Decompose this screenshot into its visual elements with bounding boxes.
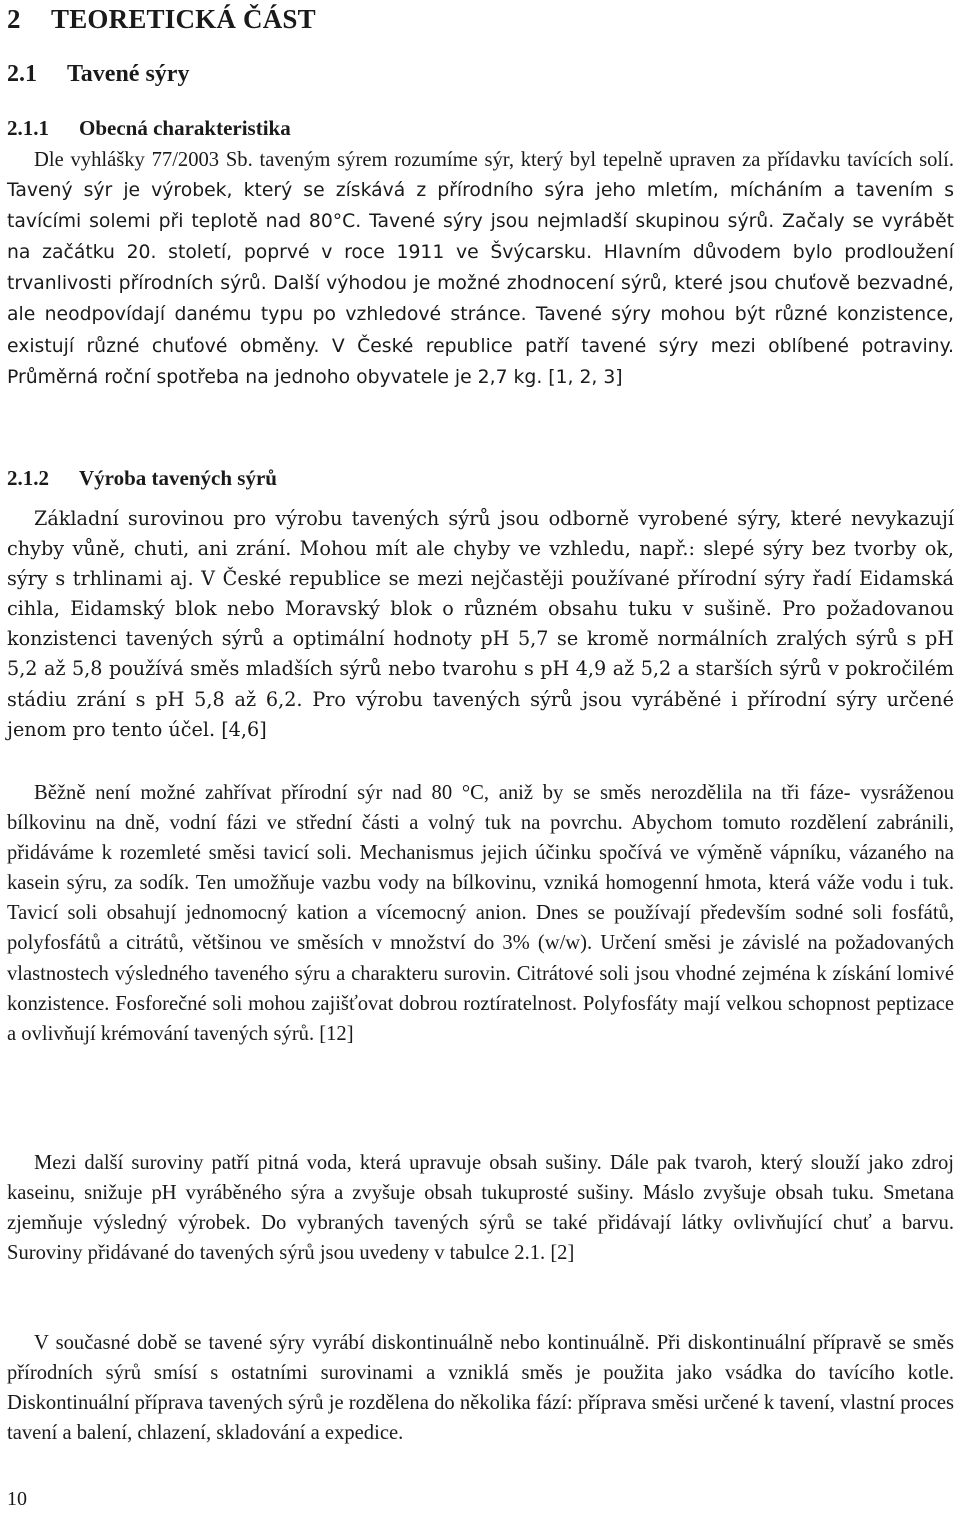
subsection-title: Obecná charakteristika	[79, 116, 291, 140]
subsection-heading-general	[7, 116, 291, 141]
section-heading	[7, 61, 189, 88]
subsection-heading-production	[7, 466, 277, 491]
paragraph-text-serif: Dle vyhlášky 77/2003 Sb. taveným sýrem rozumíme sýr, který byl tepelně upraven za přídavku tavících solí.	[34, 149, 954, 171]
chapter-number: 2	[7, 4, 21, 34]
paragraph-melting-salts: Běžně není možné zahřívat přírodní sýr nad 80 °C, aniž by se směs nerozdělila na tři fáze- vysráženou bílkovinu na dně, vodní fázi ve střední části a volný tuk na povrchu. Abychom tomuto rozdělení zabránili, přidáváme k rozemleté směsi tavicí soli. Mechanismus jejich účinku spočívá ve výměně vápníku, vázaného na kasein sýru, za sodík. Ten umožňuje vazbu vody na bílkovinu, vzniká homogenní hmota, která váže vodu i tuk. Tavicí soli obsahují jednomocný kation a vícemocný anion. Dnes se používají především sodné soli fosfátů, polyfosfátů a citrátů, většinou ve směsích v množství do 3% (w/w). Určení směsi je závislé na požadovaných vlastnostech výsledného taveného sýru a charakteru surovin. Citrátové soli jsou vhodné zejména k získání lomivé konzistence. Fosforečné soli mohou zajišťovat dobrou roztíratelnost. Polyfosfáty mají velkou schopnost peptizace a ovlivňují krémování tavených sýrů. [12]	[7, 782, 954, 1045]
subsection-title: Výroba tavených sýrů	[79, 466, 277, 490]
paragraph-general-characteristics	[7, 145, 954, 393]
paragraph-production-methods: V současné době se tavené sýry vyrábí diskontinuálně nebo kontinuálně. Při diskontinuální přípravě se směs přírodních sýrů smísí s ostatními surovinami a vzniklá směs je použita jako vsádka do tavícího kotle. Diskontinuální příprava tavených sýrů je rozdělena do několika fází: příprava směsi určené k tavení, vlastní proces tavení a balení, chlazení, skladování a expedice.	[7, 1332, 954, 1445]
paragraph-other-ingredients: Mezi další suroviny patří pitná voda, která upravuje obsah sušiny. Dále pak tvaroh, který slouží jako zdroj kaseinu, snižuje pH vyráběného sýra a zvyšuje obsah tukuprosté sušiny. Máslo zvyšuje obsah tuku. Smetana zjemňuje výsledný výrobek. Do vybraných tavených sýrů se také přidávají látky ovlivňující chuť a barvu. Suroviny přidávané do tavených sýrů jsou uvedeny v tabulce 2.1. [2]	[7, 1152, 954, 1265]
paragraph-text-sans: Tavený sýr je výrobek, který se získává z přírodního sýra jeho mletím, mícháním a tavením s tavícími solemi při teplotě nad 80°C. Tavené sýry jsou nejmladší skupinou sýrů. Začaly se vyrábět na začátku 20. století, poprvé v roce 1911 ve Švýcarsku. Hlavním důvodem bylo prodloužení trvanlivosti přírodních sýrů. Další výhodou je možné zhodnocení sýrů, které jsou chuťově bezvadné, ale neodpovídají danému typu po vzhledové stránce. Tavené sýry mohou být různé konzistence, existují různé chuťové obměny. V České republice patří tavené sýry mezi oblíbené potraviny. Průměrná roční spotřeba na jednoho obyvatele je 2,7 kg. [1, 2, 3]	[7, 180, 954, 388]
chapter-title: TEORETICKÁ ČÁST	[51, 4, 316, 34]
section-title: Tavené sýry	[67, 61, 190, 87]
subsection-number: 2.1.2	[7, 466, 49, 490]
subsection-number: 2.1.1	[7, 116, 49, 140]
chapter-heading	[7, 4, 316, 35]
page-number: 10	[7, 1488, 27, 1510]
paragraph-raw-materials: Základní surovinou pro výrobu tavených sýrů jsou odborně vyrobené sýry, které nevykazují chyby vůně, chuti, ani zrání. Mohou mít ale chyby ve vzhledu, např.: slepé sýry bez tvorby ok, sýry s trhlinami aj. V České republice se mezi nejčastěji používané přírodní sýry řadí Eidamská cihla, Eidamský blok nebo Moravský blok o různém obsahu tuku v sušině. Pro požadovanou konzistenci tavených sýrů a optimální hodnoty pH 5,7 se kromě normálních zralých sýrů s pH 5,2 až 5,8 používá směs mladších sýrů nebo tvarohu s pH 4,9 až 5,2 a starších sýrů v pokročilém stádiu zrání s pH 5,8 až 6,2. Pro výrobu tavených sýrů jsou vyráběné i přírodní sýry určené jenom pro tento účel. [4,6]	[7, 507, 954, 741]
section-number: 2.1	[7, 61, 37, 87]
